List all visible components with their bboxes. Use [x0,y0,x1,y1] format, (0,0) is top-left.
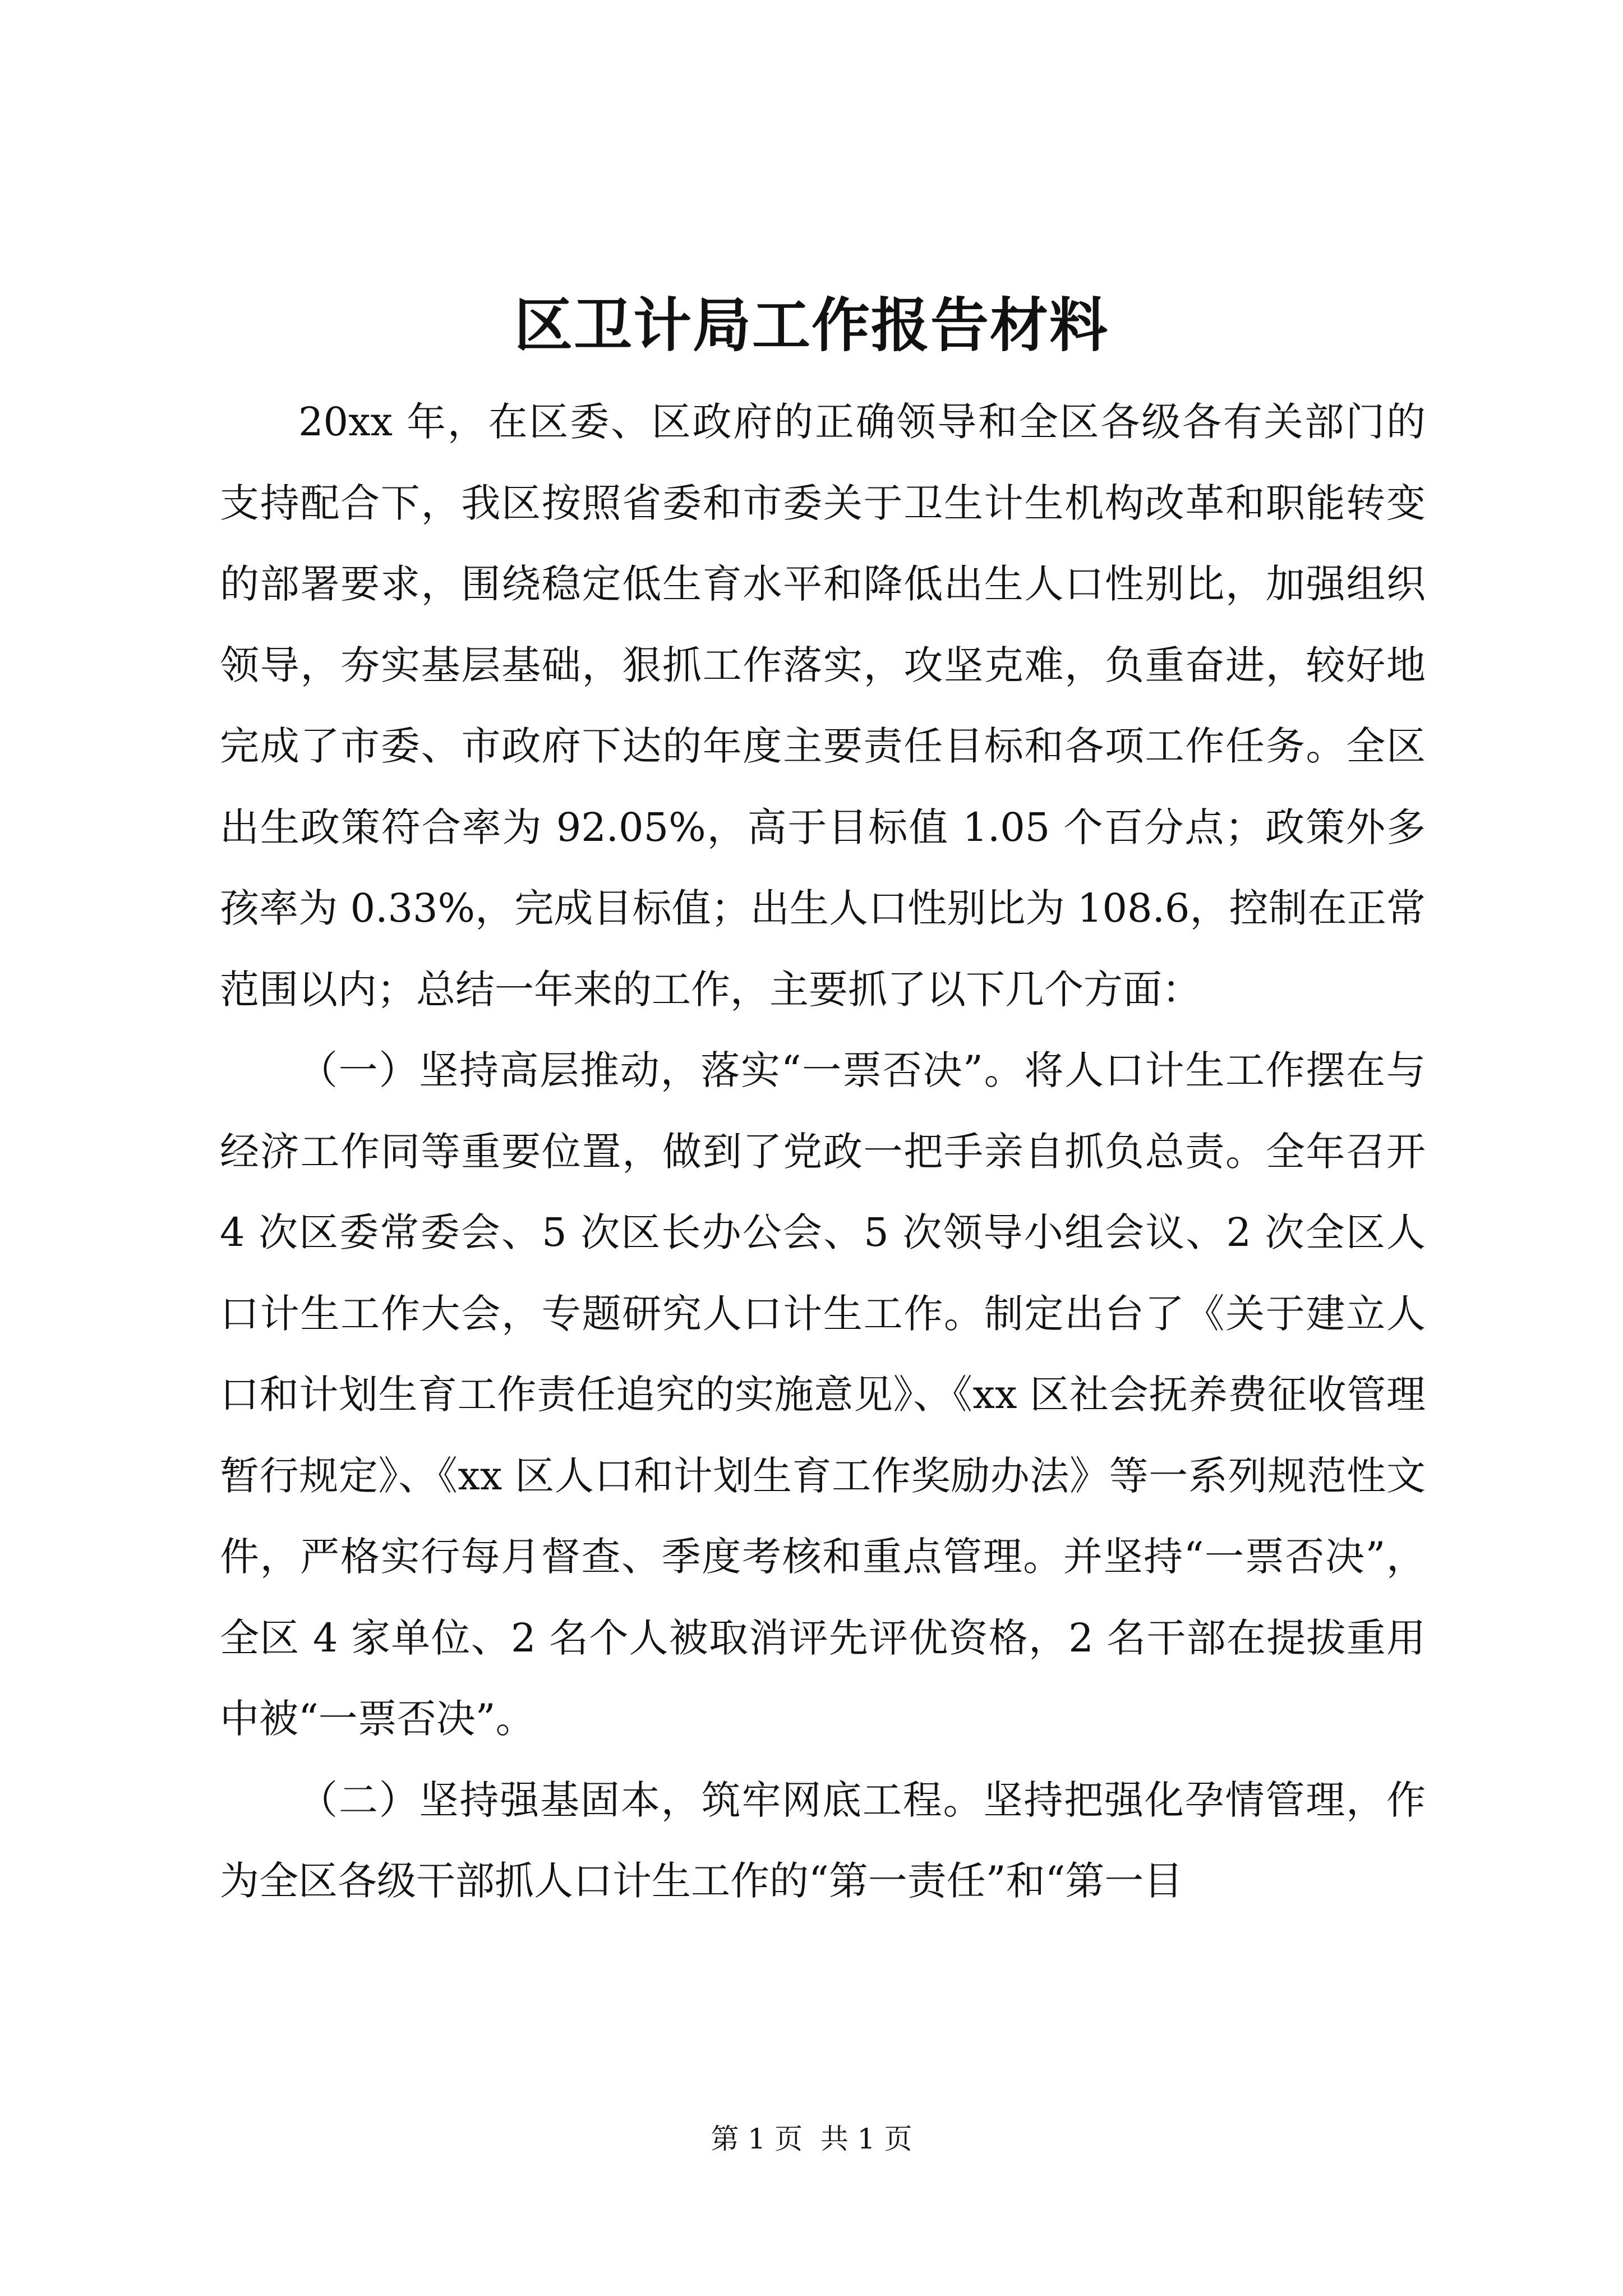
page-footer [0,2119,1623,2159]
document-body [220,381,1426,1922]
page-number: 第 1 页 共 1 页 [711,2123,912,2155]
paragraph-section-2: （二）坚持强基固本，筑牢网底工程。坚持把强化孕情管理，作为全区各级干部抓人口计生工作的“第一责任”和“第一目 [220,1777,1426,1904]
paragraph-section-1: （一）坚持高层推动，落实“一票否决”。将人口计生工作摆在与经济工作同等重要位置，做到了党政一把手亲自抓负总责。全年召开 4 次区委常委会、5 次区长办公会、5 次领导小组会议、2 次全区人口计生工作大会，专题研究人口计生工作。制定出台了《关于建立人口和计划生育工作责任追究的实施意见》、《xx 区社会抚养费征收管理暂行规定》、《xx 区人口和计划生育工作奖励办法》等一系列规范性文件，严格实行每月督查、季度考核和重点管理。并坚持“一票否决”，全区 4 家单位、2 名个人被取消评先评优资格，2 名干部在提拔重用中被“一票否决”。 [220,1047,1426,1742]
paragraph-intro: 20xx 年，在区委、区政府的正确领导和全区各级各有关部门的支持配合下，我区按照省委和市委关于卫生计生机构改革和职能转变的部署要求，围绕稳定低生育水平和降低出生人口性别比，加强组织领导，夯实基层基础，狠抓工作落实，攻坚克难，负重奋进，较好地完成了市委、市政府下达的年度主要责任目标和各项工作任务。全区出生政策符合率为 92.05%，高于目标值 1.05 个百分点；政策外多孩率为 0.33%，完成目标值；出生人口性别比为 108.6，控制在正常范围以内；总结一年来的工作，主要抓了以下几个方面： [220,399,1426,1013]
document-title: 区卫计局工作报告材料 [514,291,1109,360]
